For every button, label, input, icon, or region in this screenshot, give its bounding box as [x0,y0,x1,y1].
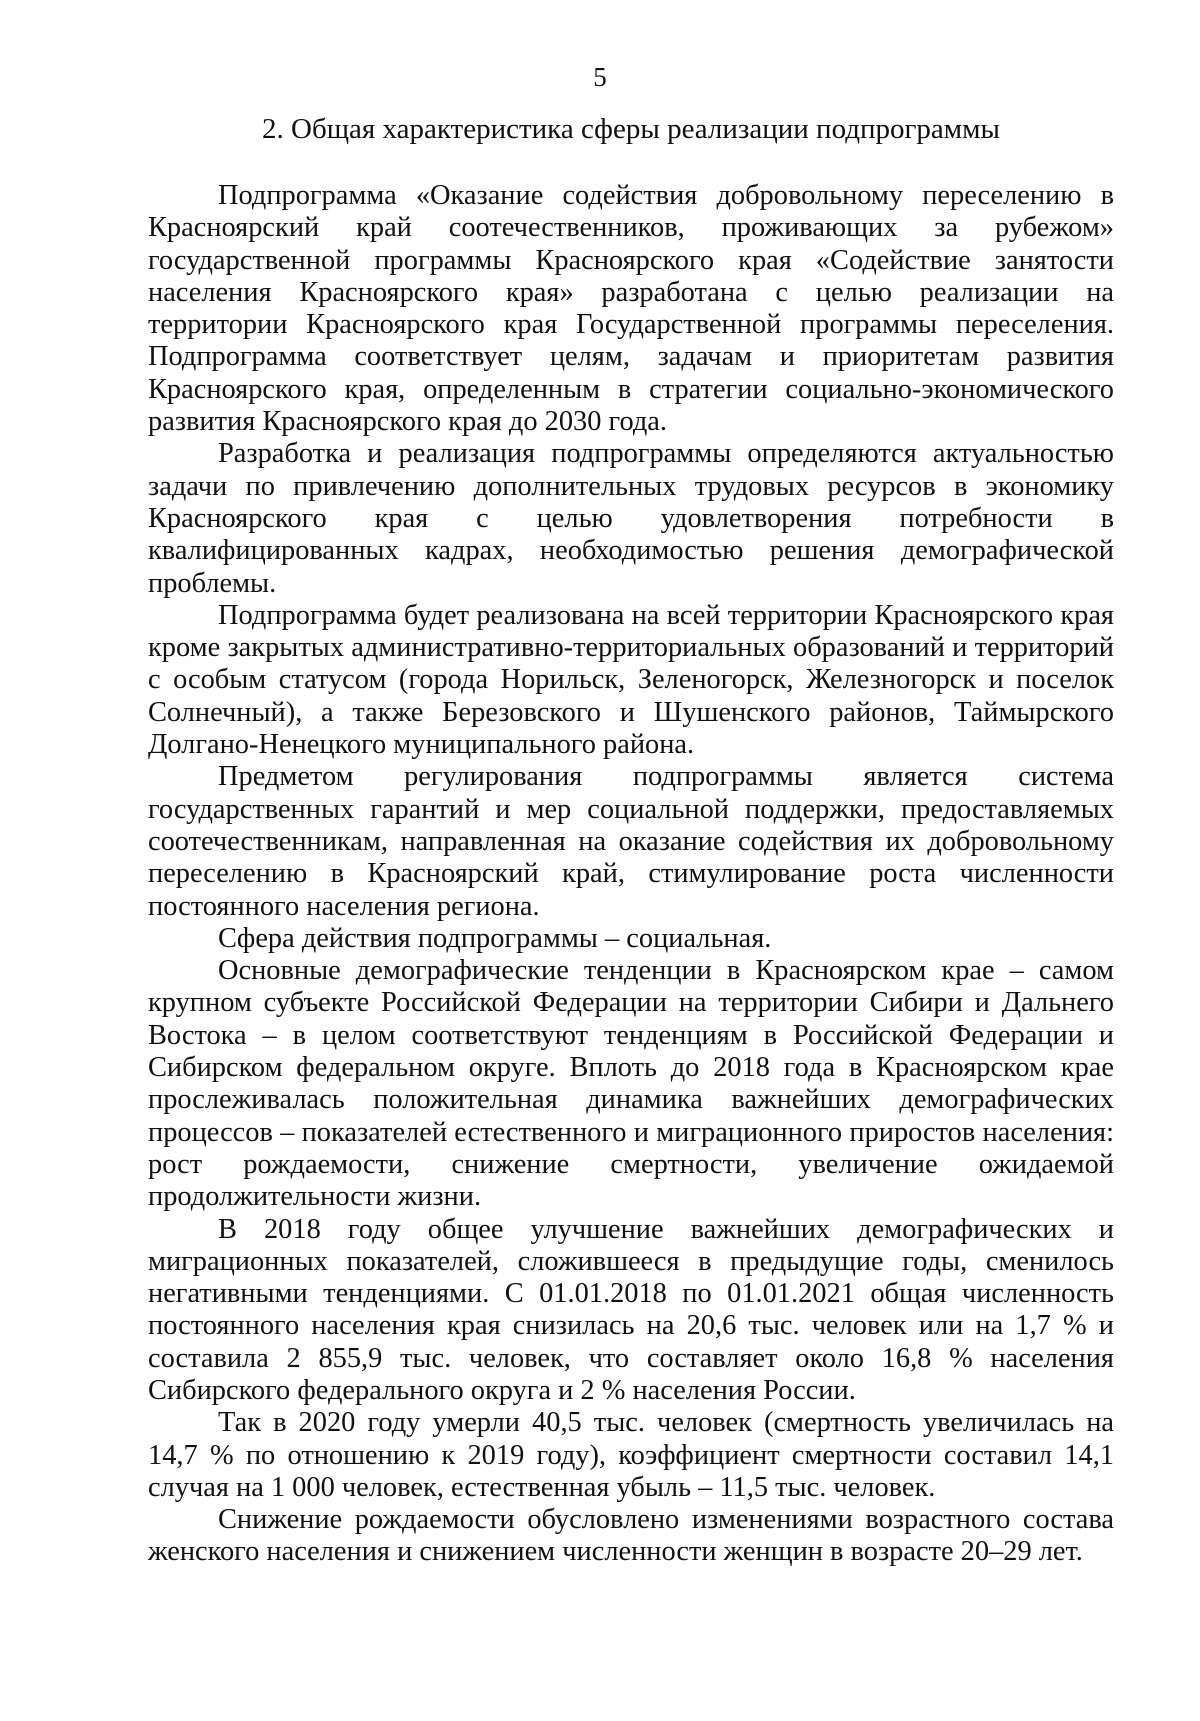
page-number: 5 [593,62,607,92]
paragraph-subprogram-purpose: Подпрограмма «Оказание содействия добровольному переселению в Красноярский край соотечественников, проживающих за рубежом» государственной программы Красноярского края «Содействие занятости населения Красноярского края» разработана с целью реализации на территории Красноярского края Государственной программы переселения. Подпрограмма соответствует целям, задачам и приоритетам развития Красноярского края, определенным в стратегии социально-экономического развития Красноярского края до 2030 года. [148,180,1114,438]
paragraph-territory: Подпрограмма будет реализована на всей территории Красноярского края кроме закрытых административно-территориальных образований и территорий с особым статусом (города Норильск, Зеленогорск, Железногорск и поселок Солнечный), а также Березовского и Шушенского районов, Таймырского Долгано-Ненецкого муниципального района. [148,599,1114,761]
paragraph-regulation-subject: Предметом регулирования подпрограммы является система государственных гарантий и мер социальной поддержки, предоставляемых соотечественникам, направленная на оказание содействия их добровольному переселению в Красноярский край, стимулирование роста численности постоянного населения региона. [148,761,1114,922]
document-body [148,180,1114,1569]
paragraph-scope: Сфера действия подпрограммы – социальная. [218,922,772,954]
paragraph-2020-mortality: Так в 2020 году умерли 40,5 тыс. человек (смертность увеличилась на 14,7 % по отношению к 2019 году), коэффициент смертности составил 14,1 случая на 1 000 человек, естественная убыль – 11,5 тыс. человек. [148,1407,1114,1503]
paragraph-demographic-trends: Основные демографические тенденции в Красноярском крае – самом крупном субъекте Российской Федерации на территории Сибири и Дальнего Востока – в целом соответствуют тенденциям в Российской Федерации и Сибирском федеральном округе. Вплоть до 2018 года в Красноярском крае прослеживалась положительная динамика важнейших демографических процессов – показателей естественного и миграционного приростов населения: рост рождаемости, снижение смертности, увеличение ожидаемой продолжительности жизни. [148,955,1114,1213]
paragraph-relevance: Разработка и реализация подпрограммы определяются актуальностью задачи по привлечению дополнительных трудовых ресурсов в экономику Красноярского края с целью удовлетворения потребности в квалифицированных кадрах, необходимостью решения демографической проблемы. [148,438,1114,599]
paragraph-birth-rate-decline: Снижение рождаемости обусловлено изменениями возрастного состава женского населения и снижением численности женщин в возрасте 20–29 лет. [148,1504,1114,1568]
section-title: 2. Общая характеристика сферы реализации подпрограммы [262,113,1000,145]
paragraph-2018-changes: В 2018 году общее улучшение важнейших демографических и миграционных показателей, сложившееся в предыдущие годы, сменилось негативными тенденциями. С 01.01.2018 по 01.01.2021 общая численность постоянного населения края снизилась на 20,6 тыс. человек или на 1,7 % и составила 2 855,9 тыс. человек, что составляет около 16,8 % населения Сибирского федерального округа и 2 % населения России. [148,1213,1114,1406]
